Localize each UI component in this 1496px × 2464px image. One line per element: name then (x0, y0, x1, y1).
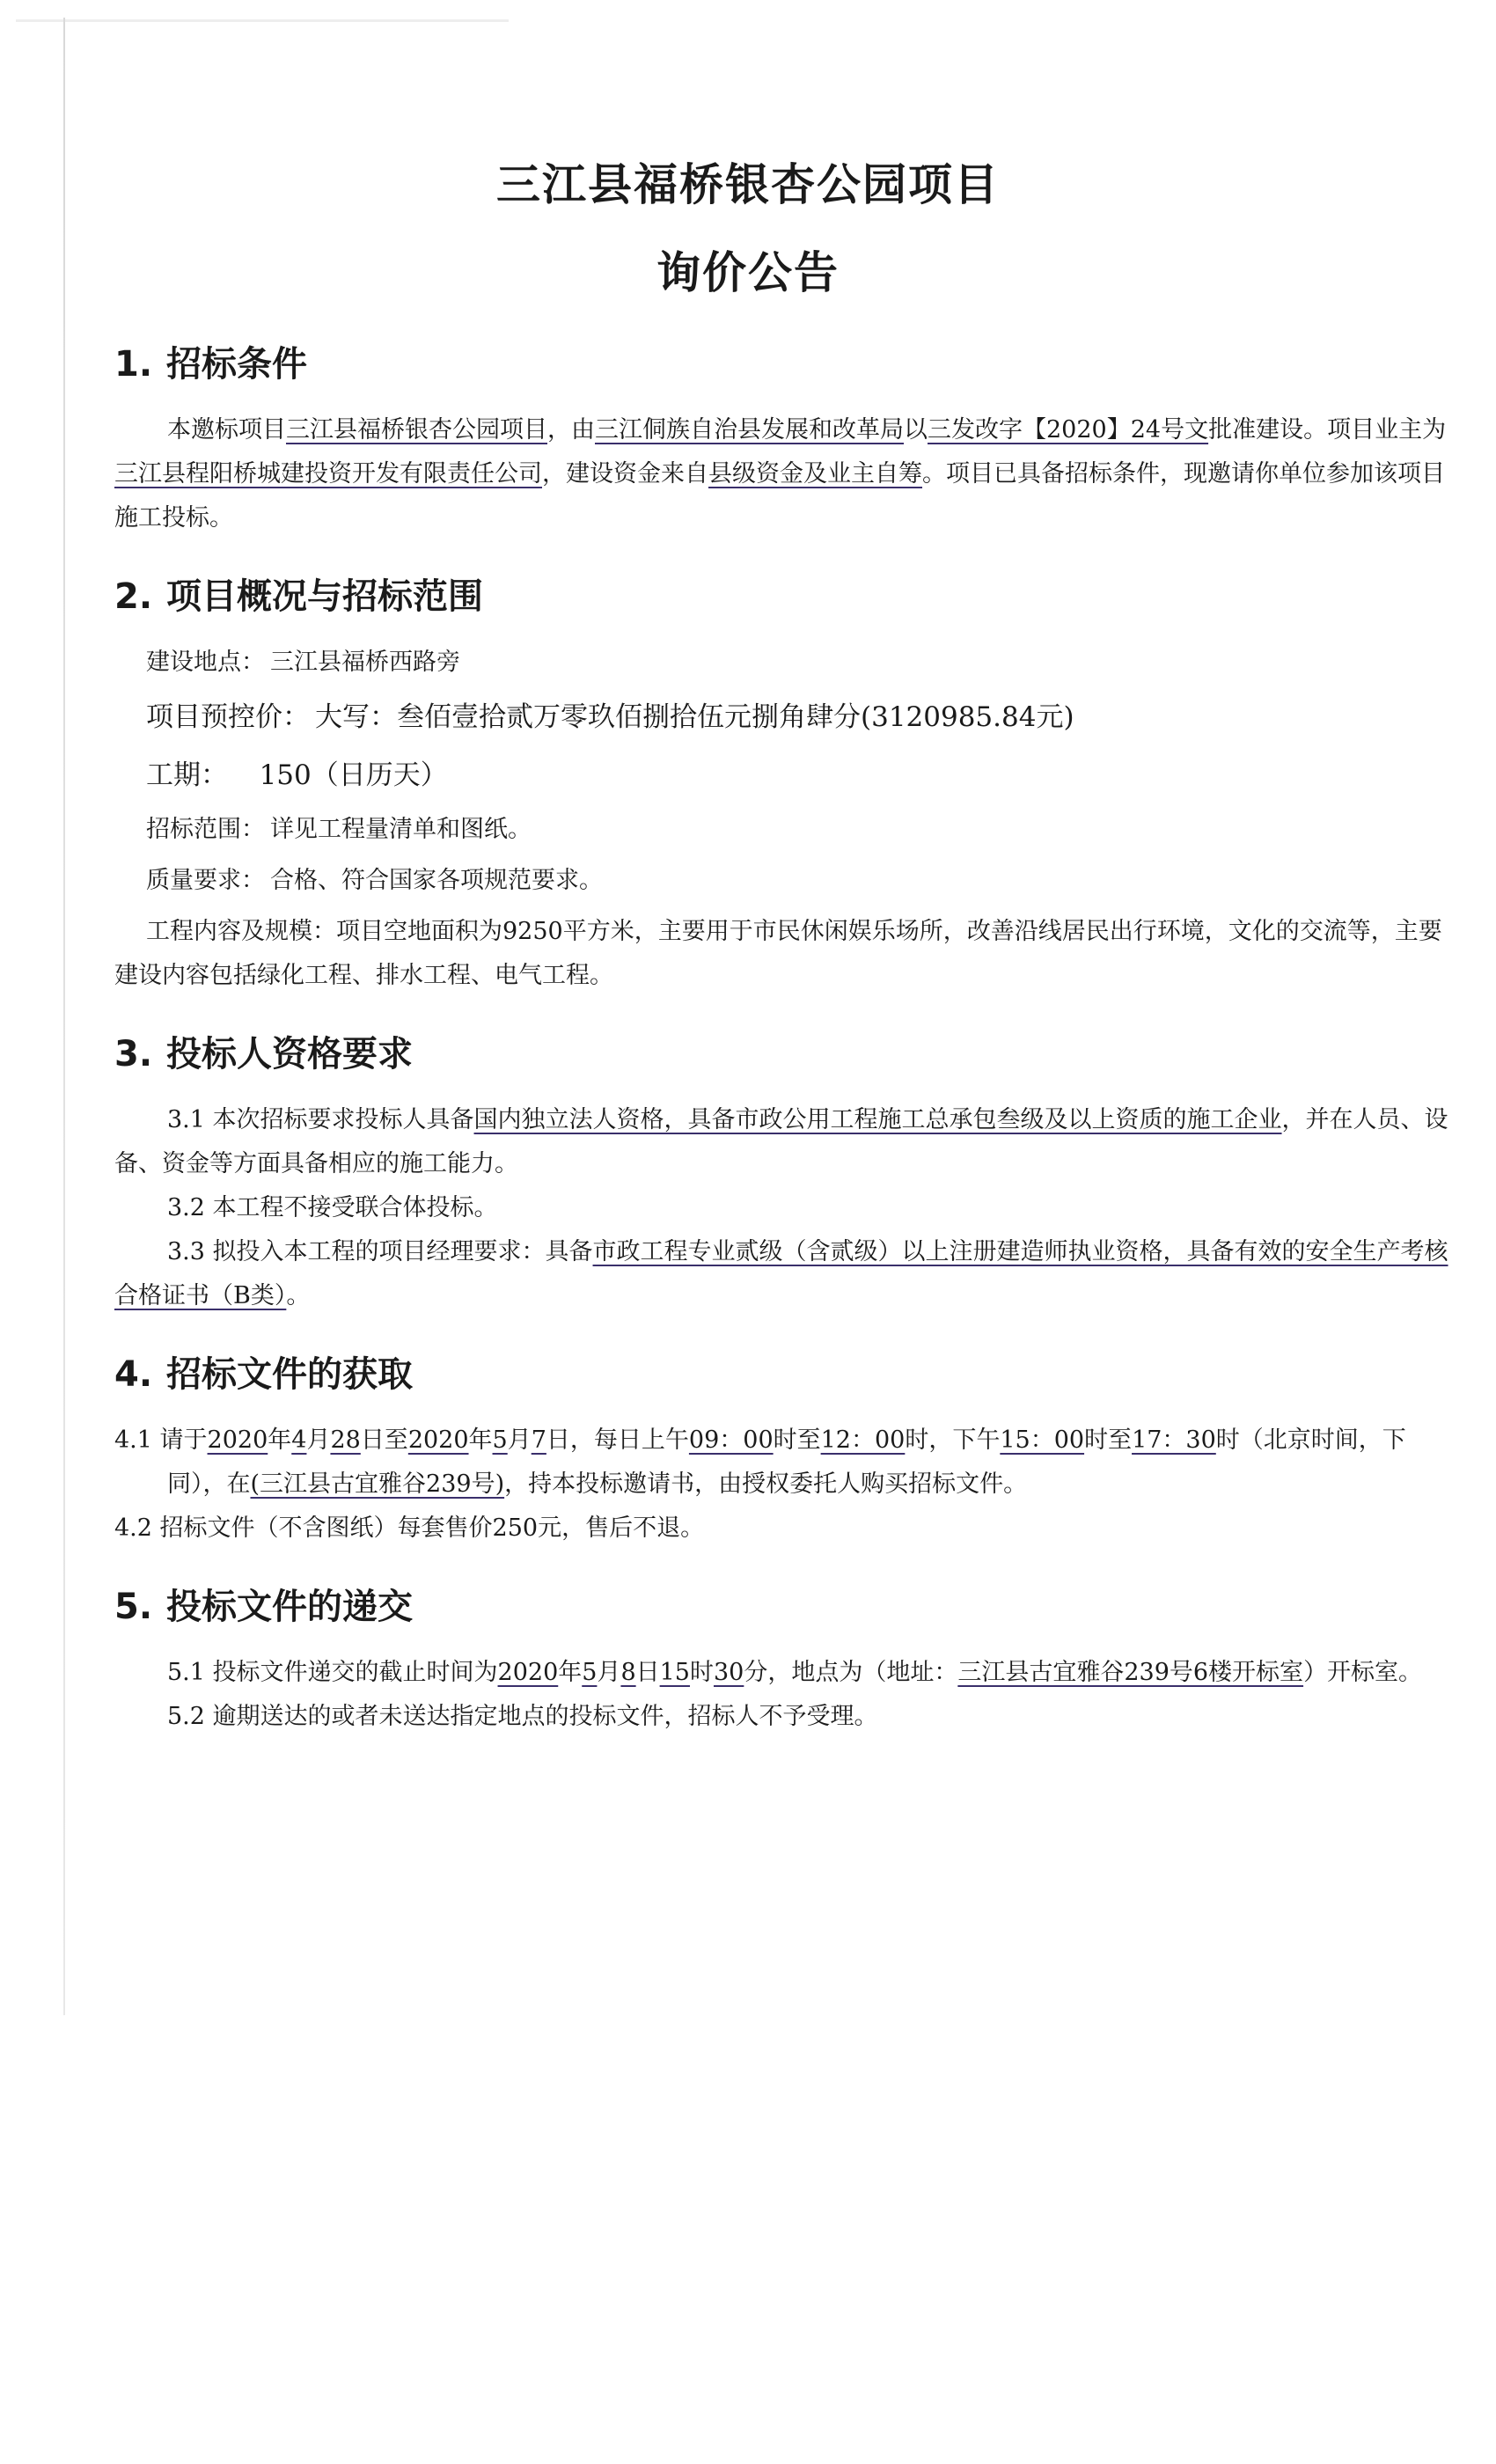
section-bidding-conditions (114, 340, 1452, 540)
qualification-item: 3.1 本次招标要求投标人具备国内独立法人资格，具备市政公用工程施工总承包叁级及以上资质的施工企业，并在人员、设备、资金等方面具备相应的施工能力。 (114, 1106, 1448, 1177)
approving-authority: 三江侗族自治县发展和改革局 (595, 416, 904, 444)
quality-requirement: 质量要求： 合格、符合国家各项规范要求。 (146, 867, 603, 894)
purchase-location: (三江县古宜雅谷239号) (250, 1470, 505, 1498)
project-name: 三江县福桥银杏公园项目 (286, 416, 547, 444)
submission-deadline-item: 5.1 投标文件递交的截止时间为2020年5月8日15时30分，地点为（地址：三江县古宜雅谷239号6楼开标室）开标室。 (167, 1659, 1423, 1686)
section-bidder-qualifications (114, 1030, 1452, 1318)
submission-address: 三江县古宜雅谷239号6楼开标室 (957, 1659, 1304, 1686)
section-paragraph: 本邀标项目三江县福桥银杏公园项目，由三江侗族自治县发展和改革局以三发改字【2020】24号文批准建设。项目业主为三江县程阳桥城建投资开发有限责任公司，建设资金来自县级资金及业主自筹。项目已具备招标条件，现邀请你单位参加该项目施工投标。 (114, 416, 1447, 532)
project-content-scale: 工程内容及规模：项目空地面积为9250平方米，主要用于市民休闲娱乐场所，改善沿线居民出行环境，文化的交流等，主要建设内容包括绿化工程、排水工程、电气工程。 (114, 918, 1442, 989)
late-submission-item: 5.2 逾期送达的或者未送达指定地点的投标文件，招标人不予受理。 (167, 1703, 878, 1730)
section-submission (114, 1582, 1452, 1739)
project-owner: 三江县程阳桥城建投资开发有限责任公司 (114, 460, 542, 488)
obtain-documents-item: 4.1 请于2020年4月28日至2020年5月7日，每日上午09：00时至12：00时，下午15：00时至17：30时（北京时间，下同），在(三江县古宜雅谷239号)，持本投标邀请书，由授权委托人购买招标文件。 (114, 1426, 1406, 1498)
document-body (114, 150, 1452, 1739)
scan-artifact-top (16, 19, 509, 22)
document-price-item: 4.2 招标文件（不含图纸）每套售价250元，售后不退。 (114, 1514, 705, 1542)
scan-artifact-left-edge (63, 18, 65, 2015)
approval-document-number: 三发改字【2020】24号文 (928, 416, 1209, 444)
section-heading: 1. 招标条件 (114, 344, 308, 385)
section-obtain-documents (114, 1350, 1452, 1551)
section-heading: 5. 投标文件的递交 (114, 1587, 414, 1627)
document-subtitle: 询价公告 (656, 247, 840, 298)
section-heading: 2. 项目概况与招标范围 (114, 576, 484, 617)
qualification-item: 3.3 拟投入本工程的项目经理要求：具备市政工程专业贰级（含贰级）以上注册建造师执业资格，具备有效的安全生产考核合格证书（B类）。 (114, 1238, 1448, 1309)
section-heading: 4. 招标文件的获取 (114, 1354, 414, 1395)
section-project-overview (114, 572, 1452, 998)
construction-location: 建设地点： 三江县福桥西路旁 (146, 649, 460, 676)
section-heading: 3. 投标人资格要求 (114, 1034, 414, 1074)
project-control-price: 项目预控价： 大写：叁佰壹拾贰万零玖佰捌拾伍元捌角肆分(3120985.84元) (146, 701, 1074, 733)
qualification-item: 3.2 本工程不接受联合体投标。 (167, 1194, 498, 1221)
document-title: 三江县福桥银杏公园项目 (496, 159, 1000, 210)
bidding-scope: 招标范围： 详见工程量清单和图纸。 (146, 816, 532, 843)
funding-source: 县级资金及业主自筹 (708, 460, 922, 488)
construction-period: 工期： 150（日历天） (146, 759, 448, 791)
